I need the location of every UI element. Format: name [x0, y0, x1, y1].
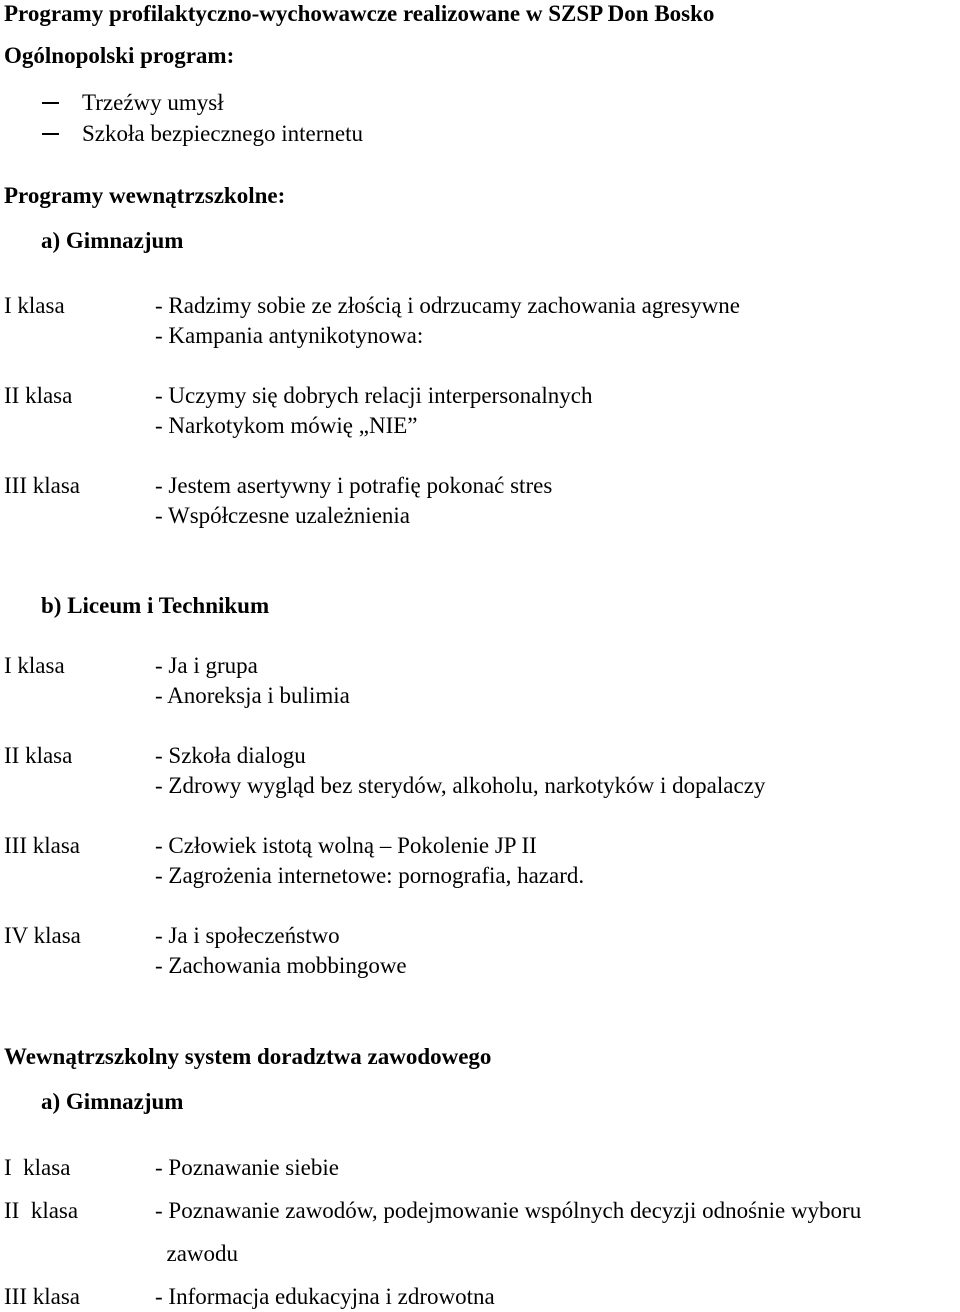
dash-bullet-icon — [42, 102, 59, 104]
klasa-label: II klasa — [4, 383, 73, 408]
program-line: - Człowiek istotą wolną – Pokolenie JP II — [155, 833, 537, 858]
program-line: - Poznawanie zawodów, podejmowanie wspólnych decyzji odnośnie wyboru — [155, 1198, 862, 1223]
program-line: - Zdrowy wygląd bez sterydów, alkoholu, narkotyków i dopalaczy — [155, 773, 766, 798]
list-item: Szkoła bezpiecznego internetu — [82, 121, 363, 146]
program-line: - Kampania antynikotynowa: — [155, 323, 424, 348]
klasa-label: II klasa — [4, 1198, 79, 1223]
program-line: - Poznawanie siebie — [155, 1155, 339, 1180]
program-line: - Szkoła dialogu — [155, 743, 306, 768]
page-title: Programy profilaktyczno-wychowawcze realizowane w SZSP Don Bosko — [4, 1, 715, 26]
program-line: - Informacja edukacyjna i zdrowotna — [155, 1284, 495, 1309]
program-line: - Radzimy sobie ze złością i odrzucamy zachowania agresywne — [155, 293, 740, 318]
klasa-label: III klasa — [4, 473, 80, 498]
program-line: - Ja i grupa — [155, 653, 258, 678]
klasa-label: III klasa — [4, 1284, 80, 1309]
program-line: - Jestem asertywny i potrafię pokonać stres — [155, 473, 553, 498]
klasa-label: II klasa — [4, 743, 73, 768]
liceum-heading: b) Liceum i Technikum — [41, 593, 270, 618]
career-gimnazjum-heading: a) Gimnazjum — [41, 1089, 184, 1114]
klasa-label: I klasa — [4, 293, 65, 318]
program-line: - Narkotykom mówię „NIE” — [155, 413, 418, 438]
klasa-label: IV klasa — [4, 923, 81, 948]
program-line: - Anoreksja i bulimia — [155, 683, 350, 708]
program-line: zawodu — [155, 1241, 239, 1266]
gimnazjum-heading: a) Gimnazjum — [41, 228, 184, 253]
national-heading: Ogólnopolski program: — [4, 43, 235, 68]
klasa-label: III klasa — [4, 833, 80, 858]
program-line: - Ja i społeczeństwo — [155, 923, 340, 948]
program-line: - Uczymy się dobrych relacji interpersonalnych — [155, 383, 593, 408]
klasa-label: I klasa — [4, 1155, 71, 1180]
dash-bullet-icon — [42, 133, 59, 135]
program-line: - Zagrożenia internetowe: pornografia, hazard. — [155, 863, 585, 888]
internal-heading: Programy wewnątrzszkolne: — [4, 183, 286, 208]
program-line: - Współczesne uzależnienia — [155, 503, 410, 528]
program-line: - Zachowania mobbingowe — [155, 953, 407, 978]
klasa-label: I klasa — [4, 653, 65, 678]
list-item: Trzeźwy umysł — [82, 90, 224, 115]
career-heading: Wewnątrzszkolny system doradztwa zawodowego — [4, 1044, 492, 1069]
